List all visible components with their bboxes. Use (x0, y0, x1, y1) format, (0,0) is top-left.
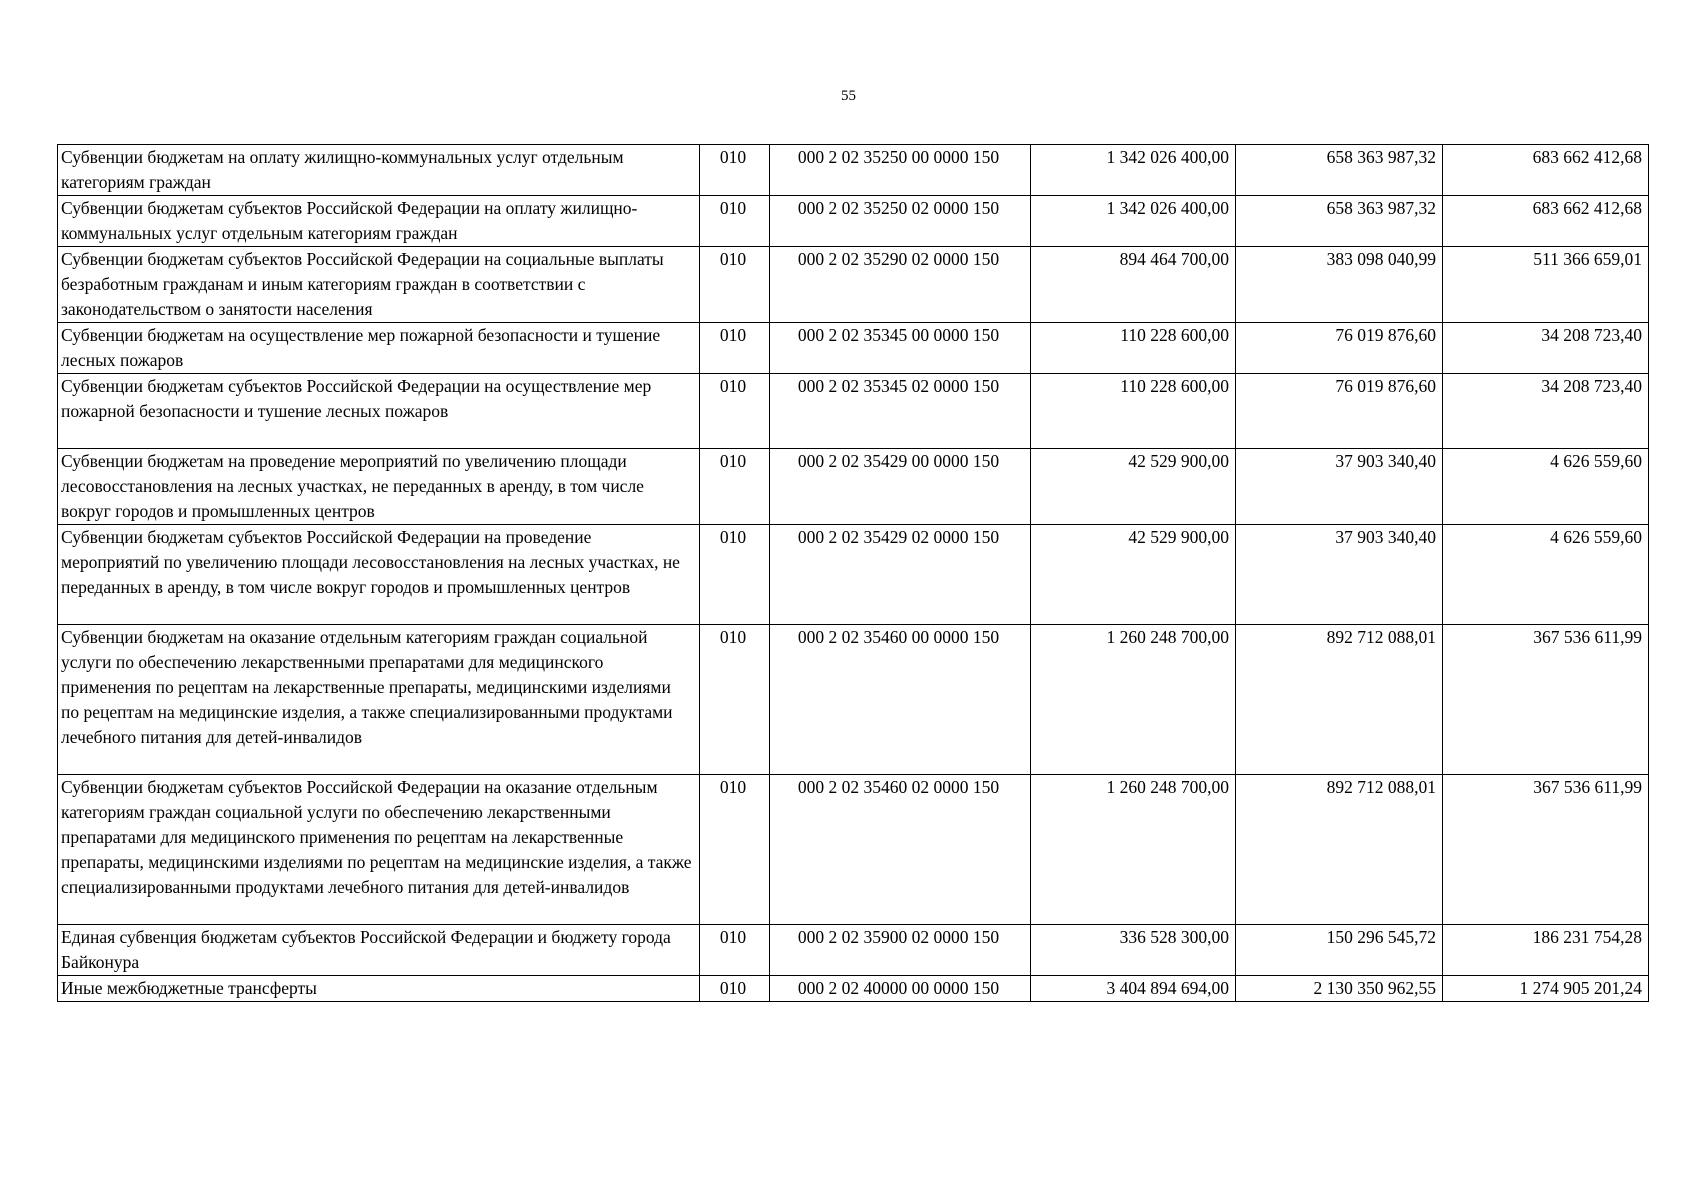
row-name: Единая субвенция бюджетам субъектов Российской Федерации и бюджету города Байконура (58, 925, 700, 976)
row-approved: 110 228 600,00 (1031, 323, 1236, 374)
row-approved: 894 464 700,00 (1031, 247, 1236, 323)
row-kbk: 000 2 02 35345 02 0000 150 (770, 374, 1031, 449)
row-kbk: 000 2 02 35290 02 0000 150 (770, 247, 1031, 323)
row-code: 010 (700, 145, 770, 196)
row-code: 010 (700, 196, 770, 247)
table-row (58, 925, 1649, 976)
row-name: Субвенции бюджетам субъектов Российской Федерации на осуществление мер пожарной безопасности и тушение лесных пожаров (58, 374, 700, 449)
row-approved: 3 404 894 694,00 (1031, 976, 1236, 1002)
row-executed: 2 130 350 962,55 (1236, 976, 1443, 1002)
row-executed: 76 019 876,60 (1236, 374, 1443, 449)
row-kbk: 000 2 02 35250 00 0000 150 (770, 145, 1031, 196)
table-row (58, 775, 1649, 925)
row-remaining: 511 366 659,01 (1443, 247, 1649, 323)
row-approved: 1 260 248 700,00 (1031, 625, 1236, 775)
row-executed: 892 712 088,01 (1236, 775, 1443, 925)
row-code: 010 (700, 775, 770, 925)
row-kbk: 000 2 02 35250 02 0000 150 (770, 196, 1031, 247)
row-remaining: 34 208 723,40 (1443, 374, 1649, 449)
row-executed: 658 363 987,32 (1236, 145, 1443, 196)
row-approved: 110 228 600,00 (1031, 374, 1236, 449)
row-code: 010 (700, 925, 770, 976)
table-row (58, 525, 1649, 625)
row-name: Иные межбюджетные трансферты (58, 976, 700, 1002)
row-code: 010 (700, 247, 770, 323)
row-remaining: 367 536 611,99 (1443, 775, 1649, 925)
row-executed: 892 712 088,01 (1236, 625, 1443, 775)
row-remaining: 683 662 412,68 (1443, 145, 1649, 196)
row-name: Субвенции бюджетам субъектов Российской Федерации на социальные выплаты безработным гражданам и иным категориям граждан в соответствии с законодательством о занятости населения (58, 247, 700, 323)
row-remaining: 4 626 559,60 (1443, 449, 1649, 525)
row-kbk: 000 2 02 35429 02 0000 150 (770, 525, 1031, 625)
row-remaining: 34 208 723,40 (1443, 323, 1649, 374)
page-number: 55 (841, 88, 856, 104)
table-row (58, 196, 1649, 247)
row-kbk: 000 2 02 35900 02 0000 150 (770, 925, 1031, 976)
row-kbk: 000 2 02 35345 00 0000 150 (770, 323, 1031, 374)
row-remaining: 367 536 611,99 (1443, 625, 1649, 775)
table-row (58, 449, 1649, 525)
row-approved: 42 529 900,00 (1031, 449, 1236, 525)
budget-table-body (58, 145, 1649, 1002)
row-name: Субвенции бюджетам на осуществление мер пожарной безопасности и тушение лесных пожаров (58, 323, 700, 374)
table-row (58, 976, 1649, 1002)
row-kbk: 000 2 02 35460 02 0000 150 (770, 775, 1031, 925)
row-kbk: 000 2 02 40000 00 0000 150 (770, 976, 1031, 1002)
row-approved: 336 528 300,00 (1031, 925, 1236, 976)
row-executed: 37 903 340,40 (1236, 525, 1443, 625)
table-row (58, 625, 1649, 775)
table-row (58, 145, 1649, 196)
row-kbk: 000 2 02 35460 00 0000 150 (770, 625, 1031, 775)
row-code: 010 (700, 374, 770, 449)
row-code: 010 (700, 525, 770, 625)
row-approved: 1 342 026 400,00 (1031, 145, 1236, 196)
row-remaining: 1 274 905 201,24 (1443, 976, 1649, 1002)
row-name: Субвенции бюджетам на оказание отдельным категориям граждан социальной услуги по обеспечению лекарственными препаратами для медицинского применения по рецептам на лекарственные препараты, медицинскими изделиями по рецептам на медицинские изделия, а также специализированными продуктами лечебного питания для детей-инвалидов (58, 625, 700, 775)
row-remaining: 4 626 559,60 (1443, 525, 1649, 625)
row-approved: 1 260 248 700,00 (1031, 775, 1236, 925)
row-executed: 150 296 545,72 (1236, 925, 1443, 976)
row-approved: 42 529 900,00 (1031, 525, 1236, 625)
row-code: 010 (700, 323, 770, 374)
row-executed: 37 903 340,40 (1236, 449, 1443, 525)
row-executed: 383 098 040,99 (1236, 247, 1443, 323)
row-kbk: 000 2 02 35429 00 0000 150 (770, 449, 1031, 525)
table-row (58, 247, 1649, 323)
row-approved: 1 342 026 400,00 (1031, 196, 1236, 247)
table-row (58, 374, 1649, 449)
row-remaining: 683 662 412,68 (1443, 196, 1649, 247)
row-executed: 658 363 987,32 (1236, 196, 1443, 247)
row-code: 010 (700, 449, 770, 525)
row-code: 010 (700, 625, 770, 775)
table-row (58, 323, 1649, 374)
row-remaining: 186 231 754,28 (1443, 925, 1649, 976)
row-name: Субвенции бюджетам на проведение мероприятий по увеличению площади лесовосстановления на лесных участках, не переданных в аренду, в том числе вокруг городов и промышленных центров (58, 449, 700, 525)
row-name: Субвенции бюджетам субъектов Российской Федерации на проведение мероприятий по увеличению площади лесовосстановления на лесных участках, не переданных в аренду, в том числе вокруг городов и промышленных центров (58, 525, 700, 625)
row-name: Субвенции бюджетам на оплату жилищно-коммунальных услуг отдельным категориям граждан (58, 145, 700, 196)
row-name: Субвенции бюджетам субъектов Российской Федерации на оплату жилищно-коммунальных услуг отдельным категориям граждан (58, 196, 700, 247)
row-executed: 76 019 876,60 (1236, 323, 1443, 374)
row-code: 010 (700, 976, 770, 1002)
budget-table (57, 144, 1649, 1002)
row-name: Субвенции бюджетам субъектов Российской Федерации на оказание отдельным категориям граждан социальной услуги по обеспечению лекарственными препаратами для медицинского применения по рецептам на лекарственные препараты, медицинскими изделиями по рецептам на медицинские изделия, а также специализированными продуктами лечебного питания для детей-инвалидов (58, 775, 700, 925)
